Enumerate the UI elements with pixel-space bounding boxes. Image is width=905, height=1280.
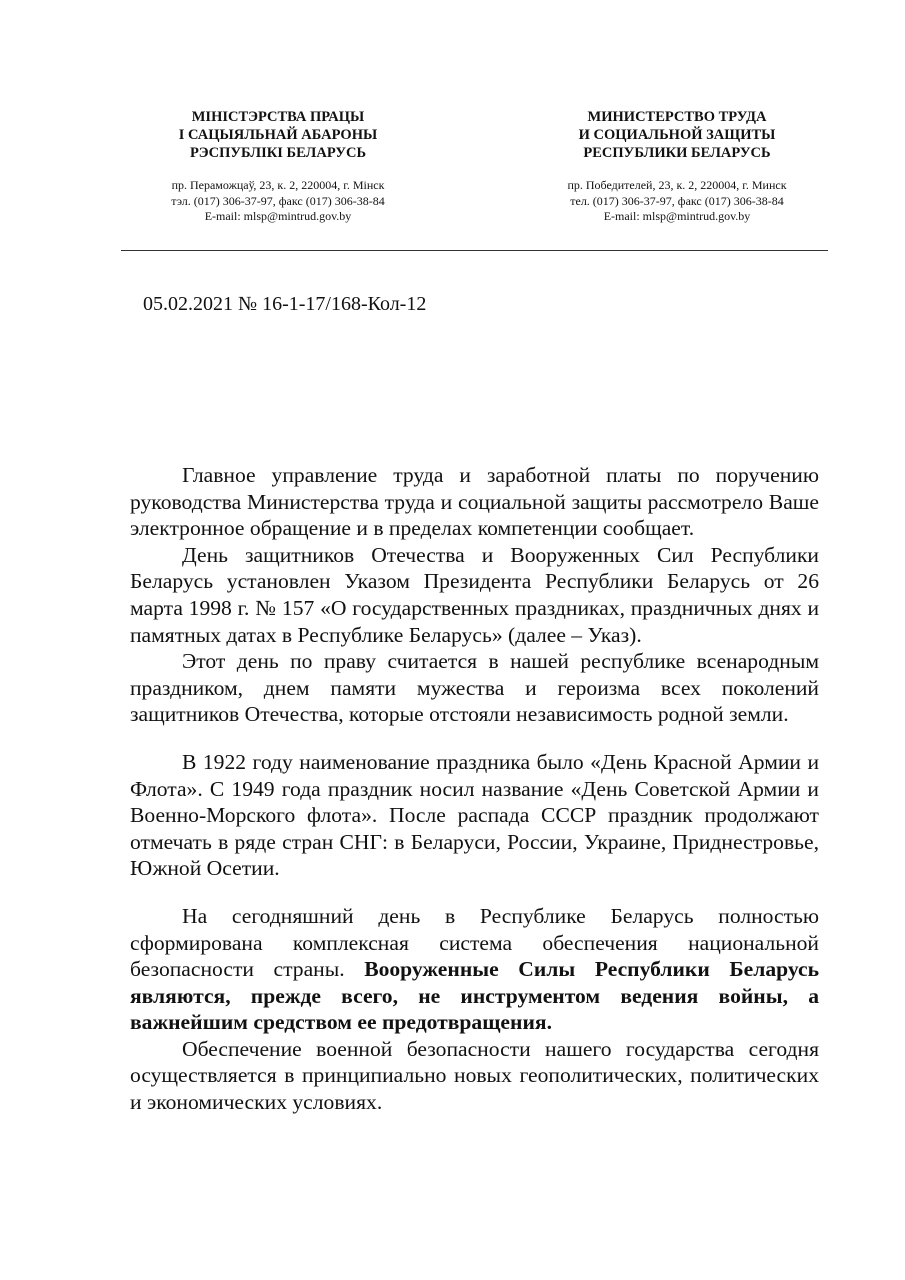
paragraph: Главное управление труда и заработной платы по поручению руководства Министерства труда и социальной защиты рассмотрело Ваше электронное обращение и в пределах компетенции сообщает. [130,463,819,541]
phone: тел. (017) 306-37-97, факс (017) 306-38-84 [570,193,784,208]
address: пр. Победителей, 23, к. 2, 220004, г. Минск [567,178,787,192]
paragraph: Обеспечение военной безопасности нашего государства сегодня осуществляется в принципиально новых геополитических, политических и экономических условиях. [130,1036,819,1115]
phone: тэл. (017) 306-37-97, факс (017) 306-38-84 [171,193,385,208]
org-line: РЕСПУБЛИКИ БЕЛАРУСЬ [583,145,771,161]
letter-body [130,462,819,1116]
contact-block-ru [517,178,837,225]
org-line: РЭСПУБЛІКІ БЕЛАРУСЬ [189,145,367,161]
spacer [130,882,819,903]
spacer [130,728,819,749]
paragraph: Этот день по праву считается в нашей республике всенародным праздником, днем памяти мужества и героизма всех поколений защитников Отечества, которые отстояли независимость родной земли. [130,649,819,727]
org-line: І САЦЫЯЛЬНАЙ АБАРОНЫ [178,127,378,143]
paragraph-text: На сегодняшний день в Республике Беларусь полностью сформирована комплексная система обеспечения национальной безопасности страны. [130,903,819,982]
letterhead-belarusian [118,108,438,225]
paragraph: В 1922 году наименование праздника было «День Красной Армии и Флота». С 1949 года праздник носил название «День Советской Армии и Военно-Морского флота». После распада СССР праздник продолжают отмечать в ряде стран СНГ: в Беларуси, России, Украине, Приднестровье, Южной Осетии. [130,749,819,881]
email: E-mail: mlsp@mintrud.gov.by [204,209,352,223]
org-line: И СОЦИАЛЬНОЙ ЗАЩИТЫ [578,127,776,143]
ministry-name-by [118,108,438,162]
org-line: МІНІСТЭРСТВА ПРАЦЫ [191,109,365,125]
org-line: МИНИСТЕРСТВО ТРУДА [587,109,767,125]
paragraph [130,903,819,1036]
address: пр. Пераможцаў, 23, к. 2, 220004, г. Мінск [171,178,385,192]
contact-block-by [118,178,438,225]
letterhead-russian [517,108,837,225]
email: E-mail: mlsp@mintrud.gov.by [603,209,751,223]
header-divider [121,250,828,251]
ministry-name-ru [517,108,837,162]
document-reference: 05.02.2021 № 16-1-17/168-Кол-12 [143,293,427,315]
paragraph: День защитников Отечества и Вооруженных Сил Республики Беларусь установлен Указом Президента Республики Беларусь от 26 марта 1998 г. № 157 «О государственных праздниках, праздничных днях и памятных датах в Республике Беларусь» (далее – Указ). [130,542,819,647]
emphasized-text: Вооруженные Силы Республики Беларусь являются, прежде всего, не инструментом ведения войны, а важнейшим средством ее предотвращения. [130,957,819,1035]
